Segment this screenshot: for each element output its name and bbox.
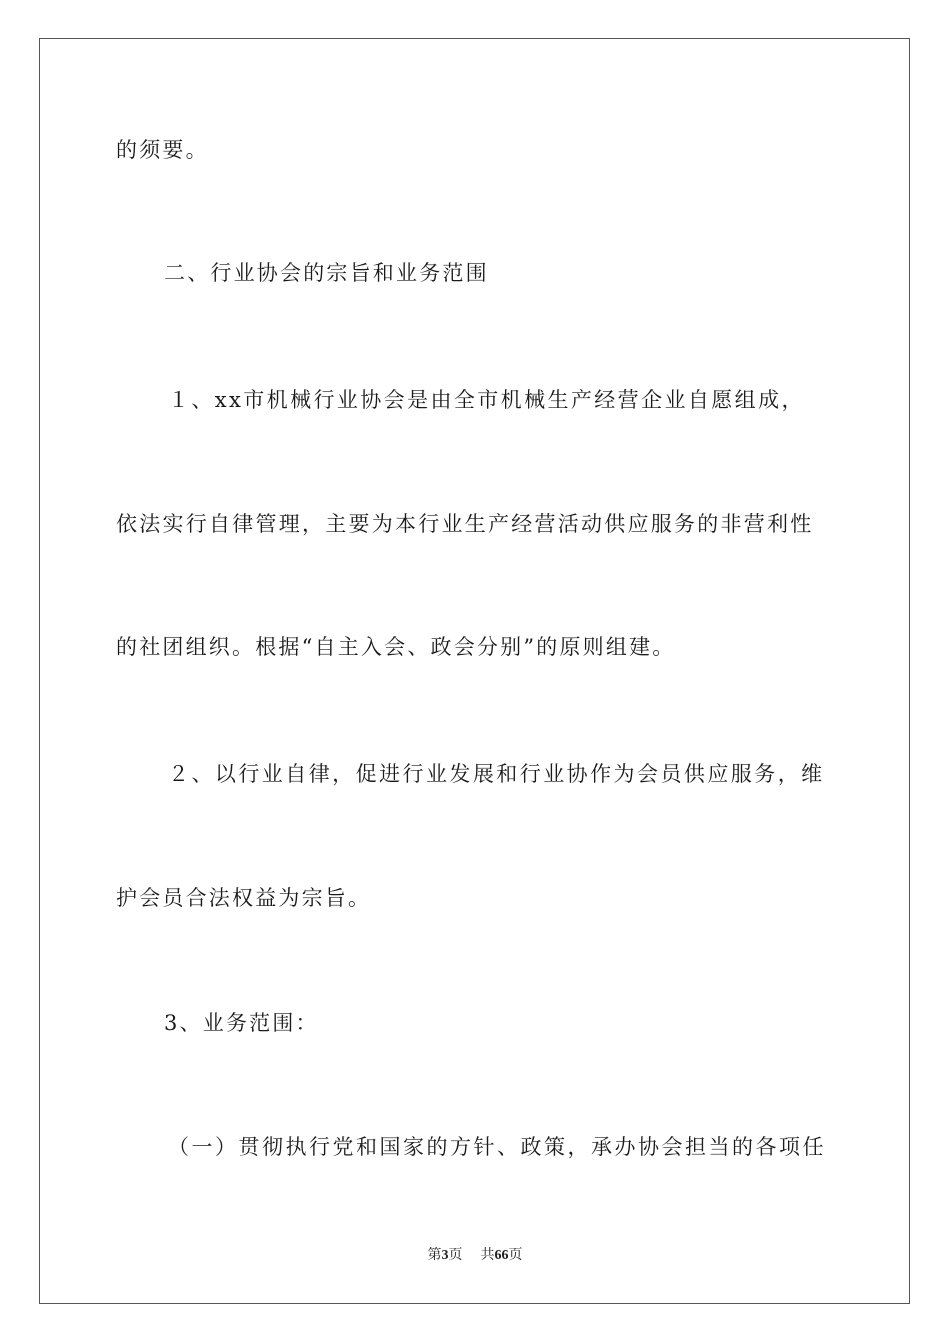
body-text-line: 护会员合法权益为宗旨。 [116, 886, 372, 910]
section-heading: 二、行业协会的宗旨和业务范围 [164, 261, 489, 285]
page-number: 3 [441, 1248, 449, 1263]
body-text-line: （一）贯彻执行党和国家的方针、政策，承办协会担当的各项任 [168, 1135, 826, 1159]
page-prefix: 第 [427, 1248, 442, 1263]
page-suffix: 页 [448, 1248, 463, 1263]
total-prefix: 共 [480, 1248, 495, 1263]
page-border [39, 38, 910, 1304]
body-text-line: ２、以行业自律，促进行业发展和行业协作为会员供应服务，维 [168, 762, 825, 786]
total-suffix: 页 [508, 1248, 523, 1263]
body-text-line: 的社团组织。根据“自主入会、政会分别”的原则组建。 [116, 635, 676, 659]
body-text-line: 依法实行自律管理，主要为本行业生产经营活动供应服务的非营利性 [116, 512, 814, 536]
total-pages: 66 [494, 1248, 509, 1263]
subsection-heading: 3、业务范围： [164, 1011, 319, 1035]
body-text-line: １、xx市机械行业协会是由全市机械生产经营企业自愿组成， [168, 388, 805, 412]
page-footer [0, 1247, 950, 1265]
body-text-line: 的须要。 [116, 138, 209, 162]
